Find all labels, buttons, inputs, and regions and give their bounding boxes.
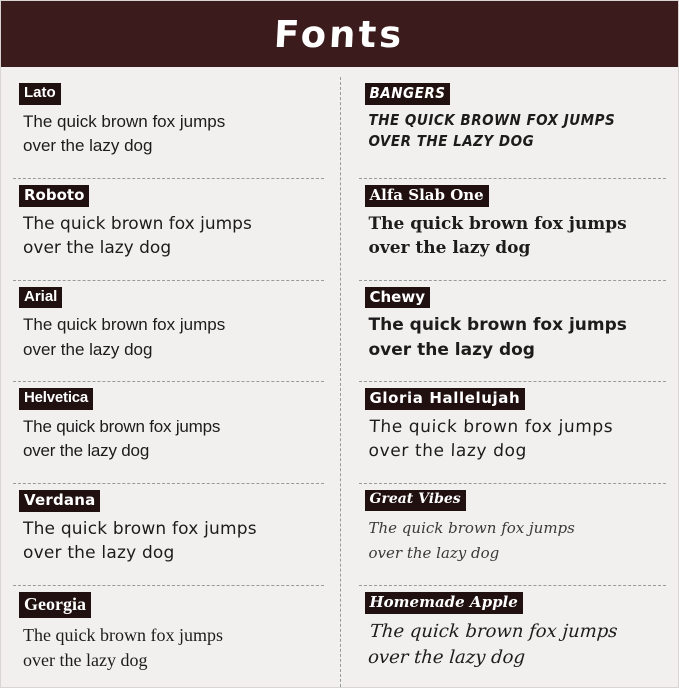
font-sample-text <box>368 415 667 463</box>
sample-line-2: over the lazy dog <box>366 646 526 668</box>
font-name-label: Georgia <box>19 592 91 618</box>
sample-line-1: The quick brown fox jumps <box>368 315 627 336</box>
font-name-label: Lato <box>19 83 61 105</box>
font-specimen-chewy <box>359 281 667 383</box>
font-specimen-arial <box>13 281 324 383</box>
font-specimen-verdana <box>13 484 324 586</box>
font-name-label: Roboto <box>19 185 89 207</box>
sample-line-2: over the lazy dog <box>368 544 500 563</box>
sample-line-1: The quick brown fox jumps <box>368 417 614 438</box>
font-specimen-gloria-hallelujah <box>359 382 667 484</box>
poster-header <box>1 1 678 67</box>
sample-line-2: over the lazy dog <box>23 339 153 359</box>
sample-line-1: The quick brown fox jumps <box>23 315 226 335</box>
sample-line-2: over the lazy dog <box>23 135 153 155</box>
font-name-label: Chewy <box>365 287 431 309</box>
font-name-label: Great Vibes <box>365 490 466 511</box>
font-name-label: Homemade Apple <box>365 592 523 614</box>
sample-line-1: The quick brown fox jumps <box>368 620 618 642</box>
sample-line-2: over the lazy dog <box>367 441 527 462</box>
font-sample-text <box>23 415 323 463</box>
sample-line-1: The quick brown fox jumps <box>23 624 223 645</box>
font-sample-text <box>23 212 323 260</box>
sample-line-2: over the lazy dog <box>23 237 172 258</box>
font-sample-text <box>369 212 667 260</box>
sample-line-2: over the lazy dog <box>368 339 535 360</box>
font-name-label: BANGERS <box>365 83 451 105</box>
font-specimen-alfa-slab-one <box>359 179 667 281</box>
font-sample-text <box>23 313 323 361</box>
sample-line-2: over the lazy dog <box>23 543 175 564</box>
font-sample-text <box>23 517 323 565</box>
left-column <box>13 77 340 687</box>
font-specimen-roboto <box>13 179 324 281</box>
font-specimen-columns <box>1 67 678 687</box>
font-name-label: Gloria Hallelujah <box>365 388 526 410</box>
font-name-label: Verdana <box>19 490 100 512</box>
sample-line-1: The quick brown fox jumps <box>23 417 221 437</box>
sample-line-2: over the lazy dog <box>368 237 531 258</box>
sample-line-2: over the lazy dog <box>23 650 148 671</box>
font-name-label: Arial <box>19 287 62 309</box>
font-specimen-georgia <box>13 586 324 687</box>
font-specimen-great-vibes <box>359 484 667 586</box>
right-column <box>340 77 667 687</box>
font-sample-text <box>369 110 667 153</box>
sample-line-1: The quick brown fox jumps <box>368 213 627 234</box>
font-specimen-helvetica <box>13 382 324 484</box>
font-sample-text <box>23 110 323 158</box>
font-specimen-bangers <box>359 77 667 179</box>
font-name-label: Helvetica <box>19 388 93 410</box>
font-sample-text <box>23 623 323 674</box>
sample-line-1: The quick brown fox jumps <box>368 518 575 537</box>
sample-line-2: over the lazy dog <box>23 441 150 461</box>
font-sample-text <box>369 516 667 567</box>
font-name-label: Alfa Slab One <box>365 185 489 207</box>
sample-line-1: THE QUICK BROWN FOX JUMPS <box>368 110 616 129</box>
font-specimen-lato <box>13 77 324 179</box>
sample-line-1: The quick brown fox jumps <box>23 519 257 540</box>
page-title: Fonts <box>273 12 406 56</box>
sample-line-1: The quick brown fox jumps <box>23 111 226 131</box>
sample-line-1: The quick brown fox jumps <box>23 213 252 234</box>
font-specimen-homemade-apple <box>359 586 667 687</box>
font-sample-text <box>369 313 667 361</box>
font-sample-text <box>367 619 668 670</box>
sample-line-2: OVER THE LAZY DOG <box>368 132 535 151</box>
